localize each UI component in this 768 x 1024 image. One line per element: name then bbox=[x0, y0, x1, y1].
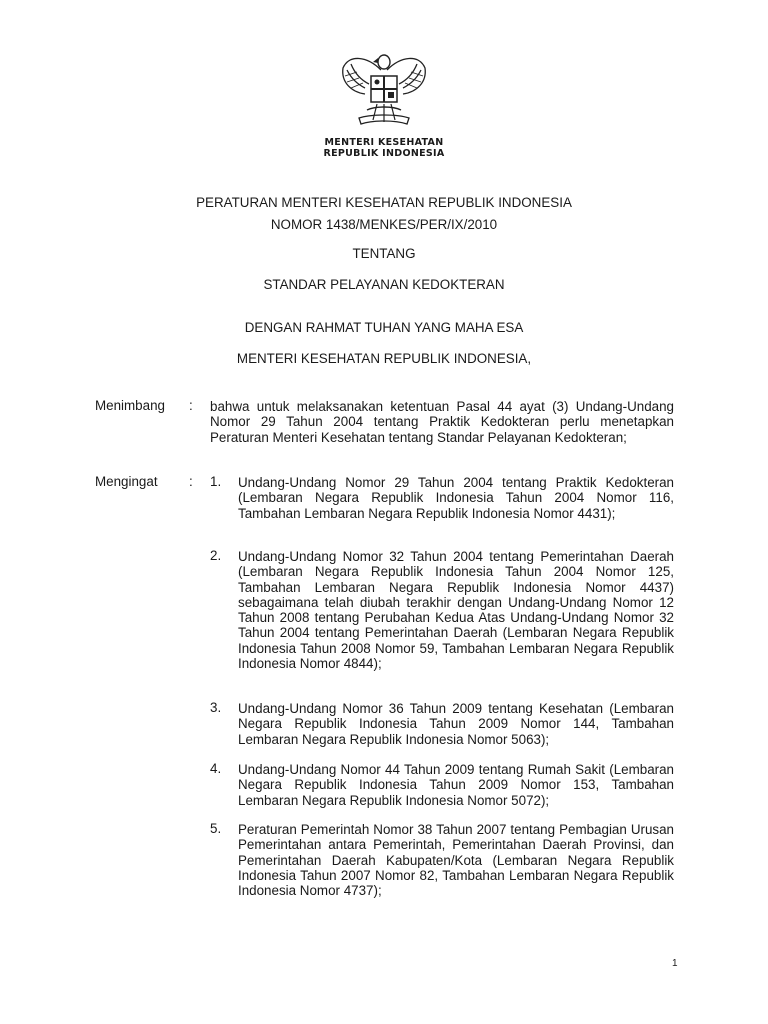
list-item-number: 4. bbox=[210, 761, 222, 776]
regulation-subject: STANDAR PELAYANAN KEDOKTERAN bbox=[263, 277, 505, 292]
list-item-text: Peraturan Pemerintah Nomor 38 Tahun 2007 tentang Pembagian Urusan Pemerintahan antara Pemerintah, Pemerintahan Daerah Provinsi, dan Pemerintahan Daerah Kabupaten/Kota (Lembaran Negara Republik Indonesia Tahun 2007 Nomor 82, Tambahan Lembaran Negara Republik Indonesia Nomor 4737); bbox=[238, 822, 674, 899]
org-name-line1: MENTERI KESEHATAN bbox=[324, 137, 444, 148]
list-item-text: Undang-Undang Nomor 44 Tahun 2009 tentang Rumah Sakit (Lembaran Negara Republik Indonesia Tahun 2009 Nomor 153, Tambahan Lembaran Negara Republik Indonesia Nomor 5072); bbox=[238, 762, 674, 808]
regulation-title: PERATURAN MENTERI KESEHATAN REPUBLIK INDONESIA bbox=[196, 195, 572, 210]
menimbang-text: bahwa untuk melaksanakan ketentuan Pasal 44 ayat (3) Undang-Undang Nomor 29 Tahun 2004 tentang Praktik Kedokteran perlu menetapkan Peraturan Menteri Kesehatan tentang Standar Pelayanan Kedokteran; bbox=[210, 399, 674, 445]
list-item-text: Undang-Undang Nomor 29 Tahun 2004 tentang Praktik Kedokteran (Lembaran Negara Republik Indonesia Tahun 2004 Nomor 116, Tambahan Lembaran Negara Republik Indonesia Nomor 4431); bbox=[238, 475, 674, 521]
list-item-number: 3. bbox=[210, 700, 222, 715]
issuer-line: MENTERI KESEHATAN REPUBLIK INDONESIA, bbox=[236, 351, 532, 366]
garuda-emblem-icon bbox=[337, 48, 431, 130]
list-item-text: Undang-Undang Nomor 32 Tahun 2004 tentang Pemerintahan Daerah (Lembaran Negara Republik Indonesia Tahun 2004 Nomor 125, Tambahan Lembaran Negara Republik Indonesia Nomor 4437) sebagaimana telah diubah terakhir dengan Undang-Undang Nomor 12 Tahun 2008 tentang Perubahan Kedua Atas Undang-Undang Nomor 32 Tahun 2004 tentang Pemerintahan Daerah (Lembaran Negara Republik Indonesia Tahun 2008 Nomor 59, Tambahan Lembaran Negara Republik Indonesia Nomor 4844); bbox=[238, 549, 674, 672]
mengingat-label: Mengingat bbox=[95, 474, 158, 489]
menimbang-label: Menimbang bbox=[95, 398, 165, 413]
preamble-line: DENGAN RAHMAT TUHAN YANG MAHA ESA bbox=[244, 320, 524, 335]
tentang-heading: TENTANG bbox=[352, 246, 416, 261]
mengingat-colon: : bbox=[189, 474, 193, 489]
page-number: 1 bbox=[672, 958, 678, 969]
org-name-line2: REPUBLIK INDONESIA bbox=[323, 148, 445, 159]
list-item-text: Undang-Undang Nomor 36 Tahun 2009 tentang Kesehatan (Lembaran Negara Republik Indonesia Tahun 2009 Nomor 144, Tambahan Lembaran Negara Republik Indonesia Nomor 5063); bbox=[238, 701, 674, 747]
list-item-number: 1. bbox=[210, 474, 222, 489]
regulation-number: NOMOR 1438/MENKES/PER/IX/2010 bbox=[270, 217, 498, 232]
list-item-number: 5. bbox=[210, 821, 222, 836]
menimbang-colon: : bbox=[189, 398, 193, 413]
list-item-number: 2. bbox=[210, 548, 222, 563]
